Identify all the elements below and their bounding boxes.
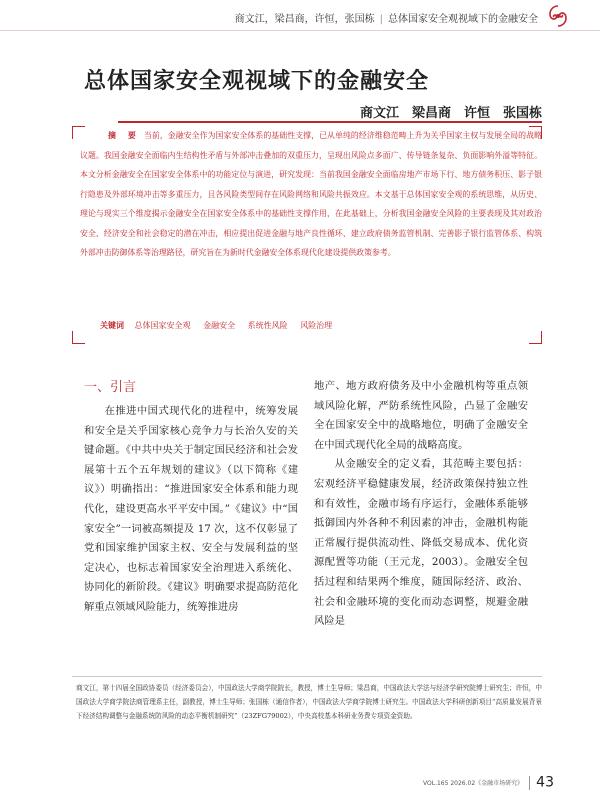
corner-mark xyxy=(529,331,542,344)
journal-info: VOL.165 2026.02《金融市场研究》 xyxy=(423,780,524,787)
running-head-authors: 商文江，梁昌商，许恒，张国栋 xyxy=(234,14,375,25)
journal-logo-icon xyxy=(546,4,570,28)
keyword: 总体国家安全观 xyxy=(134,321,191,330)
page-number: 43 xyxy=(536,774,554,791)
article-authors: 商文江 梁昌商 许恒 张国栋 xyxy=(359,106,542,121)
keyword: 金融安全 xyxy=(203,321,236,330)
section-heading: 一、引言 xyxy=(84,380,137,395)
body-column-left xyxy=(84,402,298,618)
header-divider xyxy=(0,30,600,31)
keywords xyxy=(100,320,342,331)
keywords-label: 关键词 xyxy=(100,320,124,330)
running-head-title: 总体国家安全观视域下的金融安全 xyxy=(388,14,538,25)
running-head xyxy=(235,10,538,25)
running-head-separator: | xyxy=(379,14,383,25)
footnote-divider xyxy=(72,676,542,677)
keyword: 风险治理 xyxy=(300,321,333,330)
author-footnote: 商文江，第十四届全国政协委员（经济委员会），中国政法大学商学院院长，教授，博士生导师；梁昌商，中国政法大学法与经济学研究院博士研究生；许恒，中国政法大学商学院法商管理系主任，副教授，博士生导师；张国栋（通信作者），中国政法大学商学院博士研究生。中国政法大学科研创新项目“高质量发展背景下经济结构调整与金融系统防风险的动态平衡机制研究”（23ZFG79002），中央高校基本科研业务费专项资金资助。 xyxy=(76,684,542,720)
body-paragraph: 地产、地方政府债务及中小金融机构等重点领域风险化解，严防系统性风险，凸显了金融安全在国家安全中的战略地位，明确了金融安全在中国式现代化全局的战略高度。 xyxy=(314,380,528,451)
corner-mark xyxy=(72,331,85,344)
body-paragraph: 在推进中国式现代化的进程中，统筹发展和安全是关乎国家核心竞争力与长治久安的关键命题。《中共中央关于制定国民经济和社会发展第十五个五年规划的建议》（以下简称《建议》）明确指出：“推进国家安全体系和能力现代化，建设更高水平平安中国。”《建议》中“国家安全”一词被高频提及 17 次，这不仅彰显了党和国家维护国家主权、安全与发展利益的坚定决心，也标志着国家安全治理进入系统化、协同化的新阶段。《建议》明确要求提高防范化解重点领域风险能力，统筹推进房 xyxy=(84,405,298,613)
abstract-label: 摘 要 xyxy=(108,131,138,140)
page-footer xyxy=(423,772,554,791)
author-divider xyxy=(118,121,542,123)
abstract xyxy=(80,126,542,263)
body-paragraph: 从金融安全的定义看，其范畴主要包括：宏观经济平稳健康发展，经济政策保持独立性和有效性，金融市场有序运行，金融体系能够抵御国内外各种不利因素的冲击，金融机构能正常履行提供流动性、降低交易成本、优化资源配置等功能（王元龙，2003）。金融安全包括过程和结果两个维度，随国际经济、政治、社会和金融环境的变化而动态调整，规避金融风险是 xyxy=(314,458,528,628)
body-column-right xyxy=(314,377,528,632)
abstract-text: 当前，金融安全作为国家安全体系的基础性支撑，已从单纯的经济维稳范畴上升为关乎国家主权与发展全局的战略议题。我国金融安全面临内生结构性矛盾与外部冲击叠加的双重压力，呈现出风险点多面广、传导链条复杂、负面影响外溢等特征。本文分析金融安全在国家安全体系中的功能定位与演进，研究发现：当前我国金融安全面临房地产市场下行、地方债务积压、影子银行隐患及外部环境冲击等多重压力，且各风险类型间存在风险网络和风险共振效应。本文基于总体国家安全观的系统思维，从历史、理论与现实三个维度揭示金融安全在国家安全体系中的基础性支撑作用，在此基础上，分析我国金融安全风险的主要表现及其对政治安全、经济安全和社会稳定的潜在冲击，相应提出促进金融与地产良性循环、建立政府债务监管机制、完善影子银行监管体系、构筑外部冲击防御体系等治理路径，研究旨在为新时代金融安全体系现代化建设提供政策参考。 xyxy=(80,131,542,257)
article-title: 总体国家安全观视域下的金融安全 xyxy=(84,69,430,94)
footer-divider xyxy=(529,776,530,790)
keyword: 系统性风险 xyxy=(247,321,288,330)
abstract-box xyxy=(72,126,542,344)
